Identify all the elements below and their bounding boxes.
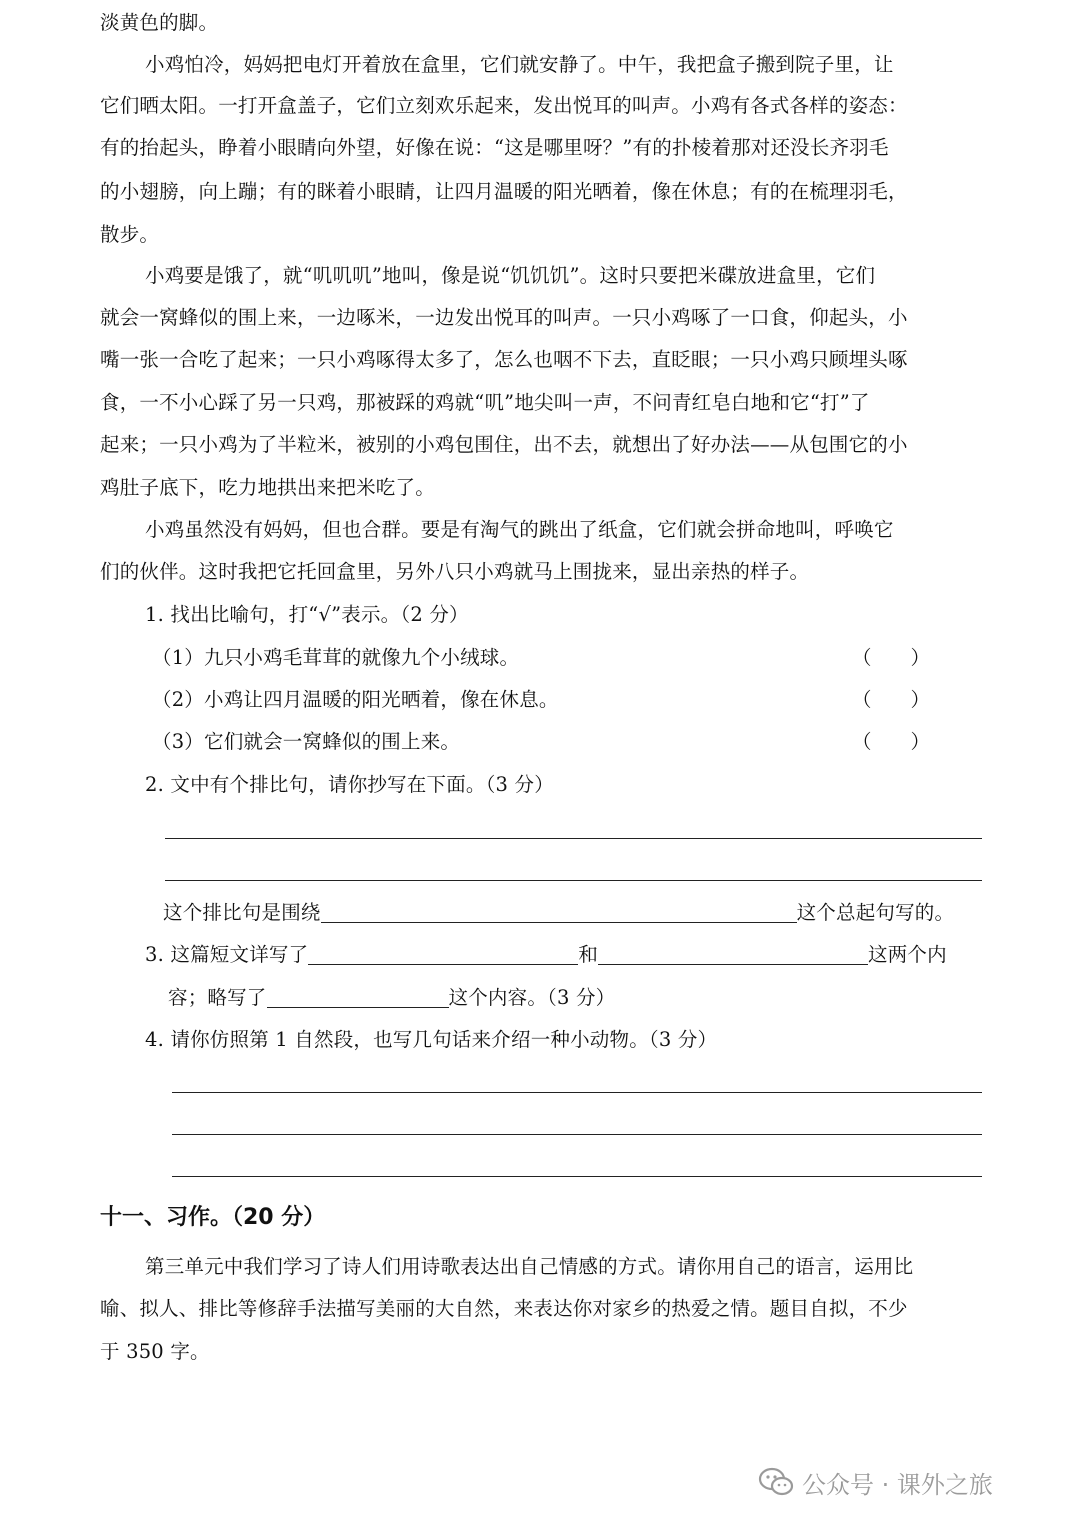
question-3-cont-prefix: 容；略写了 bbox=[168, 986, 267, 1009]
section-prompt-line: 第三单元中我们学习了诗人们用诗歌表达出自己情感的方式。请你用自己的语言，运用比 bbox=[145, 1255, 914, 1278]
fill-blank[interactable] bbox=[267, 985, 449, 1008]
question-2-fill-prefix: 这个排比句是围绕 bbox=[163, 901, 321, 924]
section-prompt-line: 喻、拟人、排比等修辞手法描写美丽的大自然，来表达你对家乡的热爱之情。题目自拟，不少 bbox=[100, 1297, 908, 1320]
question-1-option-3: （3）它们就会一窝蜂似的围上来。 bbox=[152, 730, 461, 753]
passage-line: 小鸡怕冷，妈妈把电灯开着放在盒里，它们就安静了。中午，我把盒子搬到院子里，让 bbox=[145, 53, 894, 76]
answer-line[interactable] bbox=[172, 1092, 982, 1093]
question-3-prefix: 3. 这篇短文详写了 bbox=[145, 943, 309, 966]
passage-line: 食，一不小心踩了另一只鸡，那被踩的鸡就“叽”地尖叫一声，不问青红皂白地和它“打”了 bbox=[100, 391, 870, 414]
question-2-fill-suffix: 这个总起句写的。 bbox=[796, 901, 955, 924]
fill-blank[interactable] bbox=[321, 900, 797, 923]
passage-line: 它们晒太阳。一打开盒盖子，它们立刻欢乐起来，发出悦耳的叫声。小鸡有各式各样的姿态： bbox=[100, 94, 908, 117]
passage-line: 的小翅膀，向上蹦；有的眯着小眼睛，让四月温暖的阳光晒着，像在休息；有的在梳理羽毛， bbox=[100, 180, 908, 203]
passage-line: 就会一窝蜂似的围上来，一边啄米，一边发出悦耳的叫声。一只小鸡啄了一口食，仰起头，小 bbox=[100, 306, 908, 329]
section-heading: 十一、习作。（20 分） bbox=[100, 1205, 326, 1230]
answer-line[interactable] bbox=[172, 1176, 982, 1177]
answer-line[interactable] bbox=[172, 1134, 982, 1135]
watermark-text: 公众号 · 课外之旅 bbox=[802, 1470, 993, 1499]
answer-paren-1[interactable]: （ ） bbox=[852, 646, 931, 669]
question-3-cont bbox=[168, 983, 982, 1013]
passage-line: 散步。 bbox=[100, 223, 160, 246]
watermark bbox=[758, 1462, 993, 1502]
wechat-icon bbox=[758, 1467, 794, 1497]
question-3-suffix: 这两个内 bbox=[868, 943, 947, 966]
answer-paren-2[interactable]: （ ） bbox=[852, 688, 931, 711]
question-4: 4. 请你仿照第 1 自然段，也写几句话来介绍一种小动物。（3 分） bbox=[145, 1028, 718, 1051]
passage-line: 们的伙伴。这时我把它托回盒里，另外八只小鸡就马上围拢来，显出亲热的样子。 bbox=[100, 560, 810, 583]
answer-paren-3[interactable]: （ ） bbox=[852, 730, 931, 753]
question-1: 1. 找出比喻句，打“√”表示。（2 分） bbox=[145, 603, 469, 626]
fill-blank[interactable] bbox=[598, 942, 868, 965]
passage-line: 小鸡要是饿了，就“叽叽叽”地叫，像是说“饥饥饥”。这时只要把米碟放进盒里，它们 bbox=[145, 264, 876, 287]
question-3-and: 和 bbox=[578, 943, 599, 966]
question-3 bbox=[145, 940, 982, 970]
question-3-cont-suffix: 这个内容。（3 分） bbox=[448, 986, 616, 1009]
question-2-fill bbox=[163, 898, 982, 928]
passage-line: 嘴一张一合吃了起来；一只小鸡啄得太多了，怎么也咽不下去，直眨眼；一只小鸡只顾埋头啄 bbox=[100, 348, 908, 371]
passage-line: 起来；一只小鸡为了半粒米，被别的小鸡包围住，出不去，就想出了好办法——从包围它的小 bbox=[100, 433, 908, 456]
passage-line: 淡黄色的脚。 bbox=[100, 11, 219, 34]
passage-line: 有的抬起头，睁着小眼睛向外望，好像在说：“这是哪里呀？”有的扑棱着那对还没长齐羽毛 bbox=[100, 136, 889, 159]
answer-line[interactable] bbox=[165, 838, 982, 839]
question-2: 2. 文中有个排比句，请你抄写在下面。（3 分） bbox=[145, 773, 554, 796]
question-1-option-1: （1）九只小鸡毛茸茸的就像九个小绒球。 bbox=[152, 646, 520, 669]
passage-line: 鸡肚子底下，吃力地拱出来把米吃了。 bbox=[100, 476, 435, 499]
answer-line[interactable] bbox=[165, 880, 982, 881]
question-1-option-2: （2）小鸡让四月温暖的阳光晒着，像在休息。 bbox=[152, 688, 559, 711]
fill-blank[interactable] bbox=[308, 942, 578, 965]
section-prompt-line: 于 350 字。 bbox=[100, 1340, 210, 1363]
passage-line: 小鸡虽然没有妈妈，但也合群。要是有淘气的跳出了纸盒，它们就会拼命地叫，呼唤它 bbox=[145, 518, 894, 541]
